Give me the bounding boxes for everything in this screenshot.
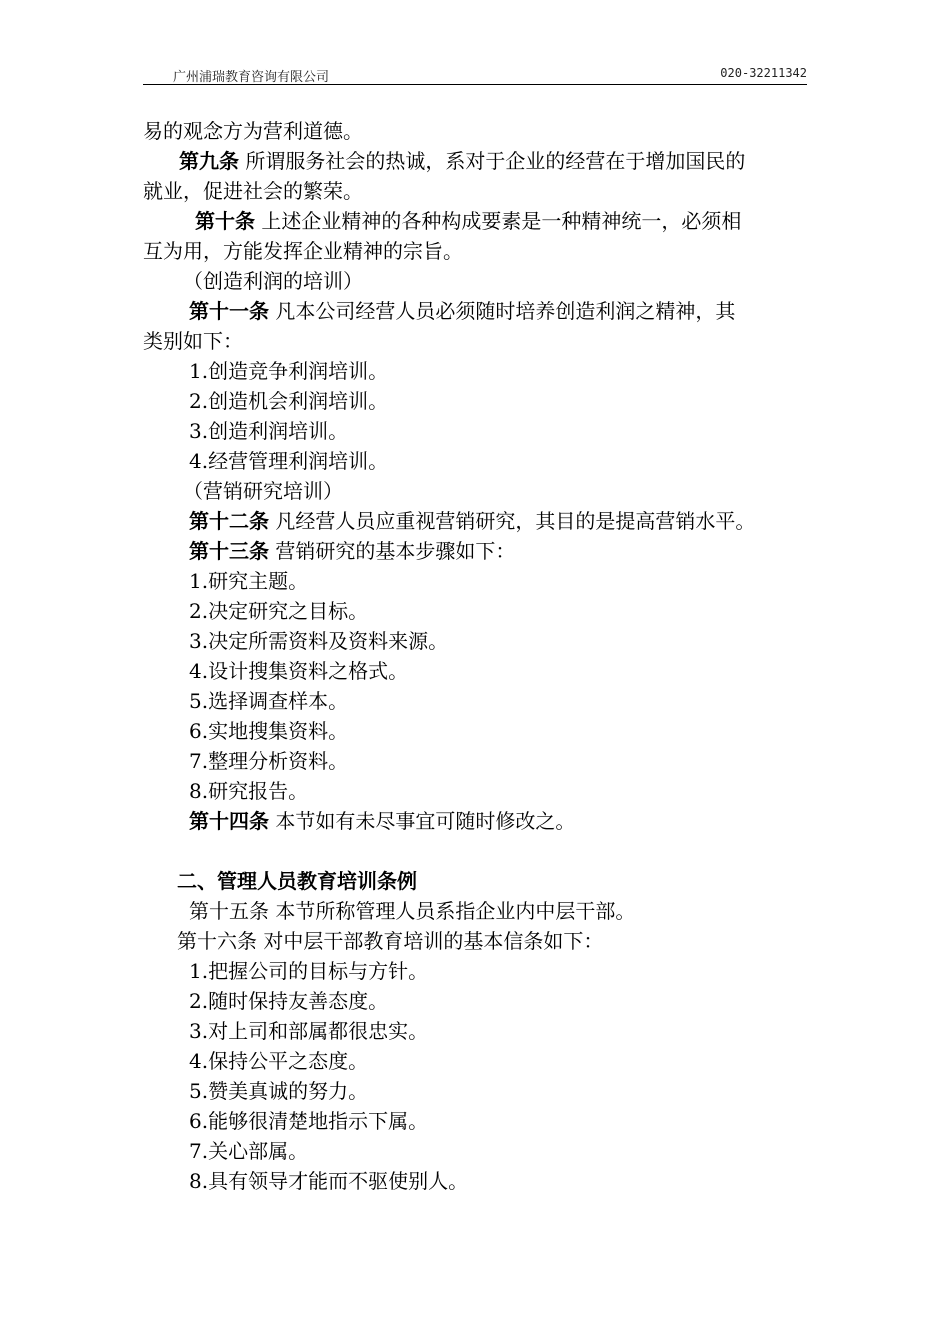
article-text: 凡经营人员应重视营销研究，其目的是提高营销水平。 xyxy=(269,509,756,533)
list-item: 1.创造竞争利润培训。 xyxy=(189,359,389,383)
section-heading-marketing: （营销研究培训） xyxy=(183,479,343,503)
list-item: 5.选择调查样本。 xyxy=(189,689,349,713)
section-2-title xyxy=(143,866,813,896)
list-item: 3.对上司和部属都很忠实。 xyxy=(189,1019,429,1043)
list-item: 1.研究主题。 xyxy=(189,569,309,593)
article-label: 第十四条 xyxy=(189,809,269,833)
article-16: 第十六条 对中层干部教育培训的基本信条如下： xyxy=(177,929,604,953)
list-item: 2.决定研究之目标。 xyxy=(189,599,369,623)
paragraph-line: 类别如下： xyxy=(143,329,243,353)
article-15: 第十五条 本节所称管理人员系指企业内中层干部。 xyxy=(189,899,636,923)
list-item: 3.决定所需资料及资料来源。 xyxy=(189,629,449,653)
article-11 xyxy=(143,296,813,326)
article-13 xyxy=(143,536,813,566)
header-phone: 020-32211342 xyxy=(720,66,807,80)
list-item: 2.创造机会利润培训。 xyxy=(189,389,389,413)
article-12 xyxy=(143,506,813,536)
list-item: 4.保持公平之态度。 xyxy=(189,1049,369,1073)
header-company: 广州浦瑞教育咨询有限公司 xyxy=(173,70,330,85)
list-item: 6.实地搜集资料。 xyxy=(189,719,349,743)
page-header xyxy=(143,62,807,85)
list-item: 4.设计搜集资料之格式。 xyxy=(189,659,409,683)
article-14 xyxy=(143,806,813,836)
list-item: 7.关心部属。 xyxy=(189,1139,309,1163)
list-item: 7.整理分析资料。 xyxy=(189,749,349,773)
article-text: 所谓服务社会的热诚，系对于企业的经营在于增加国民的 xyxy=(239,149,746,173)
article-10 xyxy=(143,206,813,236)
list-item: 4.经营管理利润培训。 xyxy=(189,449,389,473)
article-label: 第十二条 xyxy=(189,509,269,533)
list-item: 6.能够很清楚地指示下属。 xyxy=(189,1109,429,1133)
list-item: 3.创造利润培训。 xyxy=(189,419,349,443)
article-label: 第十一条 xyxy=(189,299,269,323)
list-item: 5.赞美真诚的努力。 xyxy=(189,1079,369,1103)
article-label: 第十三条 xyxy=(189,539,269,563)
paragraph-line: 易的观念方为营利道德。 xyxy=(143,119,363,143)
paragraph-line: 就业，促进社会的繁荣。 xyxy=(143,179,363,203)
list-item: 8.具有领导才能而不驱使别人。 xyxy=(189,1169,469,1193)
list-item: 1.把握公司的目标与方针。 xyxy=(189,959,429,983)
list-item: 2.随时保持友善态度。 xyxy=(189,989,389,1013)
article-text: 凡本公司经营人员必须随时培养创造利润之精神，其 xyxy=(269,299,736,323)
document-body xyxy=(143,116,813,1196)
article-label: 第十条 xyxy=(195,209,255,233)
section-title-text: 二、管理人员教育培训条例 xyxy=(177,869,417,893)
section-heading-profit: （创造利润的培训） xyxy=(183,269,363,293)
list-item: 8.研究报告。 xyxy=(189,779,309,803)
spacer xyxy=(143,836,813,866)
article-text: 营销研究的基本步骤如下： xyxy=(269,539,516,563)
article-text: 本节如有未尽事宜可随时修改之。 xyxy=(269,809,576,833)
paragraph-line: 互为用，方能发挥企业精神的宗旨。 xyxy=(143,239,463,263)
article-9 xyxy=(143,146,813,176)
article-text: 上述企业精神的各种构成要素是一种精神统一，必须相 xyxy=(255,209,742,233)
article-label: 第九条 xyxy=(179,149,239,173)
